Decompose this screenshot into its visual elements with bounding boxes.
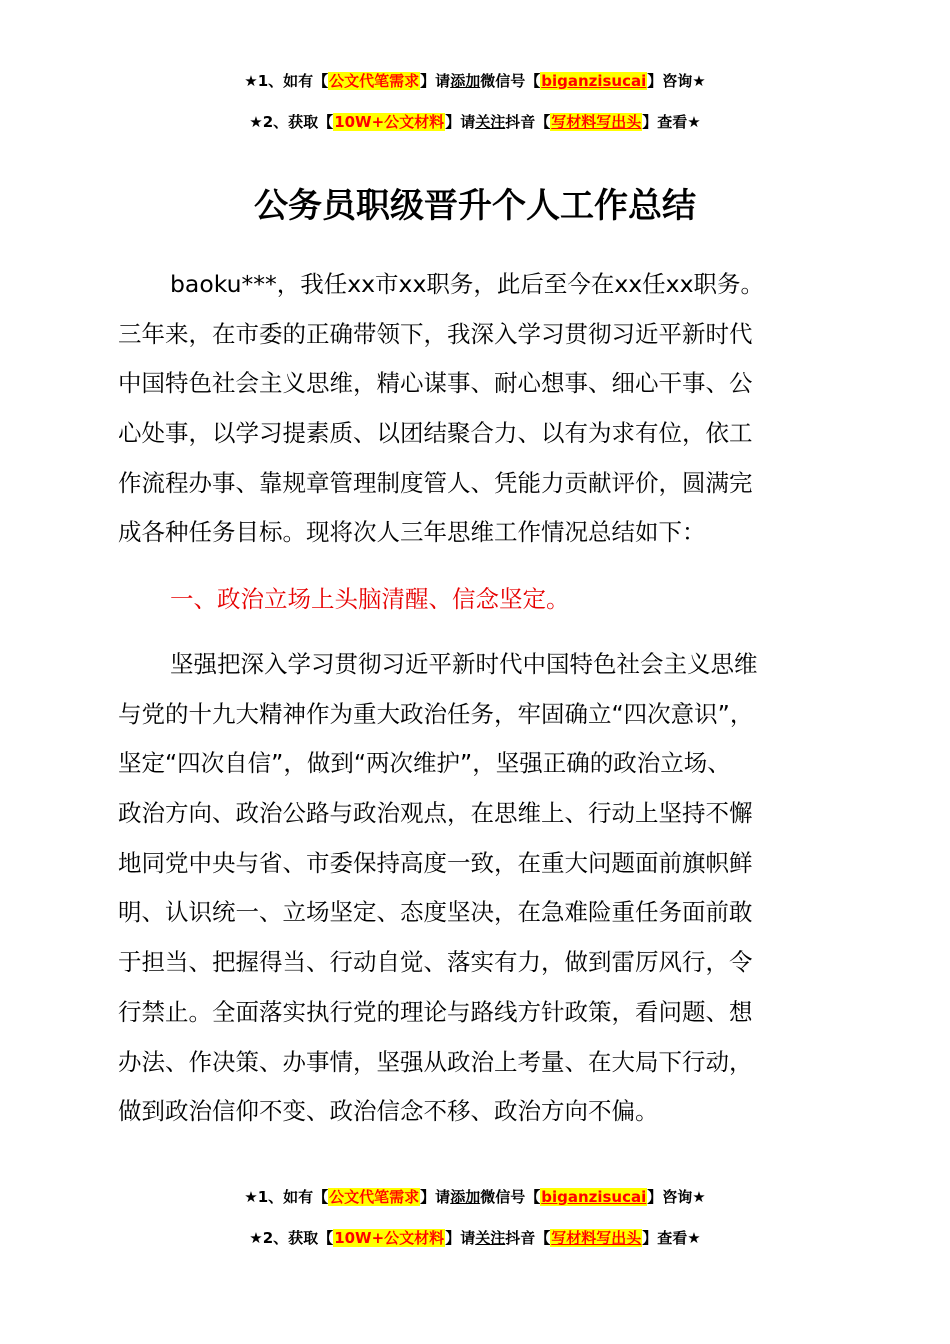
promo-text: 微信号【 <box>480 1188 541 1206</box>
paragraph-line: 作流程办事、靠规章管理制度管人、凭能力贡献评价，圆满完 <box>118 468 753 497</box>
paragraph-line: 成各种任务目标。现将次人三年思维工作情况总结如下： <box>118 518 706 547</box>
paragraph-line: 政治方向、政治公路与政治观点，在思维上、行动上坚持不懈 <box>118 799 753 828</box>
promo-highlight-materials: 10W+公文材料 <box>334 113 445 131</box>
promo-text: 】请 <box>445 113 476 131</box>
promo-text: 】请 <box>420 1188 451 1206</box>
promo-line-2-footer <box>0 1228 950 1248</box>
paragraph-line: 地同党中央与省、市委保持高度一致，在重大问题面前旗帜鲜 <box>118 848 753 877</box>
document-title: 公务员职级晋升个人工作总结 <box>254 186 696 226</box>
paragraph-line: baoku***，我任xx市xx职务，此后至今在xx任xx职务。 <box>170 270 764 298</box>
promo-prefix: ★1、如有【 <box>244 1188 329 1206</box>
paragraph-line: 与党的十九大精神作为重大政治任务，牢固确立“四次意识”， <box>118 699 754 728</box>
promo-wechat-id-link[interactable]: biganzisucai <box>541 72 647 90</box>
promo-prefix: ★2、获取【 <box>249 1229 334 1247</box>
promo-text: 】请 <box>445 1229 476 1247</box>
promo-text: 】请 <box>420 72 451 90</box>
promo-emphasis: 关注 <box>475 1229 506 1247</box>
paragraph-line: 坚强把深入学习贯彻习近平新时代中国特色社会主义思维 <box>170 650 758 678</box>
promo-suffix: 】咨询★ <box>647 1188 706 1206</box>
promo-line-1 <box>0 71 950 91</box>
paragraph-line: 三年来，在市委的正确带领下，我深入学习贯彻习近平新时代 <box>118 319 753 348</box>
paragraph-line: 办法、作决策、办事情，坚强从政治上考量、在大局下行动， <box>118 1047 753 1076</box>
promo-line-2 <box>0 112 950 132</box>
paragraph-line: 中国特色社会主义思维，精心谋事、耐心想事、细心干事、公 <box>118 369 753 398</box>
promo-line-1-footer <box>0 1187 950 1207</box>
promo-prefix: ★1、如有【 <box>244 72 329 90</box>
promo-douyin-account-link[interactable]: 写材料写出头 <box>551 1229 642 1247</box>
paragraph-line: 心处事，以学习提素质、以团结聚合力、以有为求有位，依工 <box>118 419 753 448</box>
promo-highlight-materials: 10W+公文材料 <box>334 1229 445 1247</box>
section-heading-1: 一、政治立场上头脑清醒、信念坚定。 <box>170 585 570 613</box>
promo-text: 微信号【 <box>480 72 541 90</box>
promo-emphasis: 添加 <box>450 1188 481 1206</box>
paragraph-line: 做到政治信仰不变、政治信念不移、政治方向不偏。 <box>118 1097 659 1126</box>
intro-paragraph <box>118 260 838 558</box>
promo-emphasis: 关注 <box>475 113 506 131</box>
paragraph-line: 行禁止。全面落实执行党的理论与路线方针政策，看问题、想 <box>118 997 753 1026</box>
section-1-paragraph <box>118 640 838 1137</box>
promo-suffix: 】查看★ <box>642 1229 701 1247</box>
promo-text: 抖音【 <box>505 1229 551 1247</box>
promo-emphasis: 添加 <box>450 72 481 90</box>
promo-suffix: 】查看★ <box>642 113 701 131</box>
paragraph-line: 明、认识统一、立场坚定、态度坚决，在急难险重任务面前敢 <box>118 898 753 927</box>
promo-suffix: 】咨询★ <box>647 72 706 90</box>
promo-douyin-account-link[interactable]: 写材料写出头 <box>551 113 642 131</box>
promo-text: 抖音【 <box>505 113 551 131</box>
promo-highlight-service: 公文代笔需求 <box>329 1188 420 1206</box>
promo-prefix: ★2、获取【 <box>249 113 334 131</box>
paragraph-line: 于担当、把握得当、行动自觉、落实有力，做到雷厉风行，令 <box>118 948 753 977</box>
promo-wechat-id-link[interactable]: biganzisucai <box>541 1188 647 1206</box>
paragraph-line: 坚定“四次自信”，做到“两次维护”，坚强正确的政治立场、 <box>118 749 731 778</box>
promo-highlight-service: 公文代笔需求 <box>329 72 420 90</box>
